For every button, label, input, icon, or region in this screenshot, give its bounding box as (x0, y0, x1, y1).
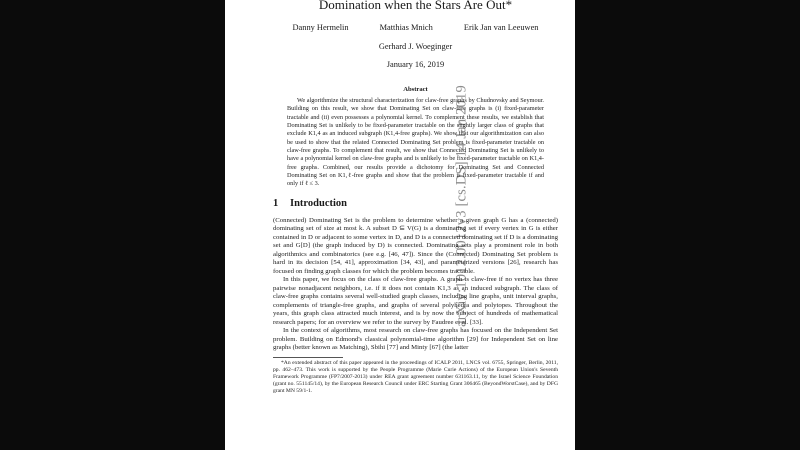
paper-title: Domination when the Stars Are Out* (318, 0, 513, 12)
abstract-heading: Abstract (403, 86, 428, 93)
author-name: Gerhard J. Woeginger (378, 42, 453, 51)
section-title: Introduction (290, 197, 347, 209)
author-name: Erik Jan van Leeuwen (463, 23, 539, 32)
abstract-text: We algorithmize the structural characterization for claw-free graphs by Chudnovsky and Seymour. Building on this result, we show that Dominating Set on claw-free graphs is (i) fixed-parameter tractable and (ii) even possesses a polynomial kernel. To complement these results, we establish that Dominating Set is unlikely to be fixed-parameter tractable on the slightly larger class of graphs that exclude K1,4 as an induced subgraph (K1,4-free graphs). We show that our algorithmization can also be used to show that the related Connected Dominating Set problem is fixed-parameter tractable on claw-free graphs. To complement that result, we show that Connected Dominating Set is unlikely to have a polynomial kernel on claw-free graphs and is unlikely to be fixed-parameter tractable on K1,4-free graphs. Combined, our results provide a dichotomy for Dominating Set and Connected Dominating Set on K1,ℓ-free graphs and show that the problem is fixed-parameter tractable if and only if ℓ ≤ 3. (287, 97, 544, 188)
footnote-divider (273, 357, 343, 358)
section-heading (273, 198, 558, 209)
section-number: 1 (273, 197, 279, 209)
body-paragraph: In the context of algorithms, most research on claw-free graphs has focused on the Independent Set problem. Building on Edmond's classical polynomial-time algorithm [29] for Independent Set on line graphs (better known as Matching), Sbihi [77] and Minty [67] (the latter (273, 327, 558, 352)
body-paragraph: (Connected) Dominating Set is the problem to determine whether a given graph G has a (connected) dominating set of size at most k. A subset D ⊆ V(G) is a dominating set if every vertex in G is either contained in D or adjacent to some vertex in D, and D is a connected dominating set if D is a dominating set and G[D] (the graph induced by D) is connected. Dominating sets play a prominent role in both algorithmics and combinatorics (see e.g. [46, 47]). Since the (Connected) Dominating Set problem is hard in its decision [54, 41], approximation [34, 43], and parameterized versions [26], research has focused on finding graph classes for which the problem becomes tractable. (273, 216, 558, 275)
body-paragraph: In this paper, we focus on the class of claw-free graphs. A graph is claw-free if no vertex has three pairwise nonadjacent neighbors, i.e. if it does not contain K1,3 as an induced subgraph. The class of claw-free graphs contains several well-studied graph classes, including line graphs, unit interval graphs, complements of triangle-free graphs, and graphs of several polyhedra and polytopes. Throughout the years, this graph class attracted much interest, and is by now the subject of hundreds of mathematical research papers; for an overview we refer to the survey by Faudree et al. [33]. (273, 276, 558, 326)
author-list (273, 23, 558, 32)
paper-content (273, 0, 558, 400)
footnote-text: *An extended abstract of this paper appeared in the proceedings of ICALP 2011, LNCS vol. 6755, Springer, Berlin, 2011, pp. 462–473. This work is supported by the People Programme (Marie Curie Actions) of the European Union's Seventh Framework Programme (FP7/2007-2013) under REA grant agreement number 631163.11, by the Israel Science Foundation (grant no. 551145/14), by the European Research Council under ERC Starting Grant 306465 (BeyondWorstCase), and by DFG grant MN 59/1-1. (273, 359, 558, 394)
arxiv-identifier: arXiv:1012.0012v3 [cs.DS] 14 Jan 2019 (453, 85, 470, 327)
paper-page (225, 0, 575, 450)
paper-date: January 16, 2019 (386, 60, 445, 69)
author-name: Matthias Mnich (379, 23, 433, 32)
author-name: Danny Hermelin (292, 23, 349, 32)
